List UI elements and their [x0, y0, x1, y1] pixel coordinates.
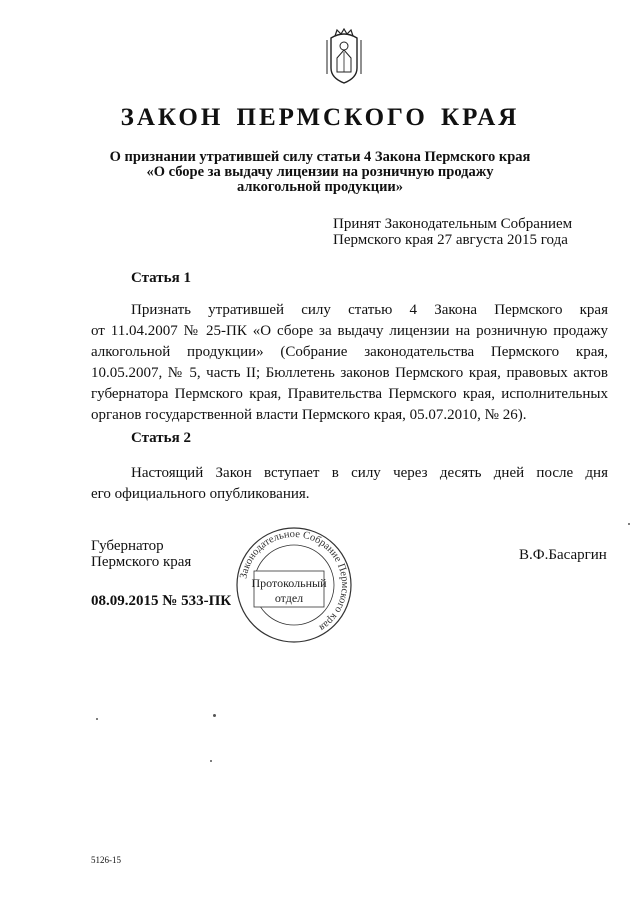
scan-speck	[96, 718, 98, 720]
stamp-center-line-2: отдел	[274, 591, 304, 605]
law-subtitle: О признании утратившей силу статьи 4 Закона Пермского края «О сборе за выдачу лицензии на розничную продажу алкогольной продукции»	[109, 149, 531, 195]
coat-of-arms-icon	[323, 28, 365, 84]
adoption-note: Принят Законодательным Собранием Пермского края 27 августа 2015 года	[333, 216, 573, 248]
stamp	[234, 525, 354, 645]
law-title: ЗАКОН ПЕРМСКОГО КРАЯ	[120, 104, 520, 131]
scan-speck	[628, 523, 630, 525]
article-2-text: Настоящий Закон вступает в силу через десять дней после дня его официального опубликования.	[91, 465, 608, 502]
date-and-number: 08.09.2015 № 533-ПК	[91, 593, 232, 609]
scan-speck	[210, 760, 212, 762]
article-1-heading: Статья 1	[131, 270, 191, 286]
governor-position: Губернатор Пермского края	[91, 538, 192, 570]
scan-speck	[213, 714, 216, 717]
article-2-heading: Статья 2	[131, 430, 191, 446]
document-code: 5126-15	[91, 855, 121, 865]
governor-name: В.Ф.Басаргин	[519, 547, 607, 563]
stamp-ring-text: Законодательное Собрание Пермского края	[238, 528, 351, 633]
stamp-center-line-1: Протокольный	[251, 576, 327, 590]
article-1-text: Признать утратившей силу статью 4 Закона Пермского края от 11.04.2007 № 25-ПК «О сборе за выдачу лицензии на розничную продажу алкогольной продукции» (Собрание законодательства Пермского края, 10.05.2007, № 5, часть II; Бюллетень законов Пермского края, правовых актов губернатора Пермского края, Правительства Пермского края, исполнительных органов государственной власти Пермского края, 05.07.2010, № 26).	[91, 302, 608, 423]
